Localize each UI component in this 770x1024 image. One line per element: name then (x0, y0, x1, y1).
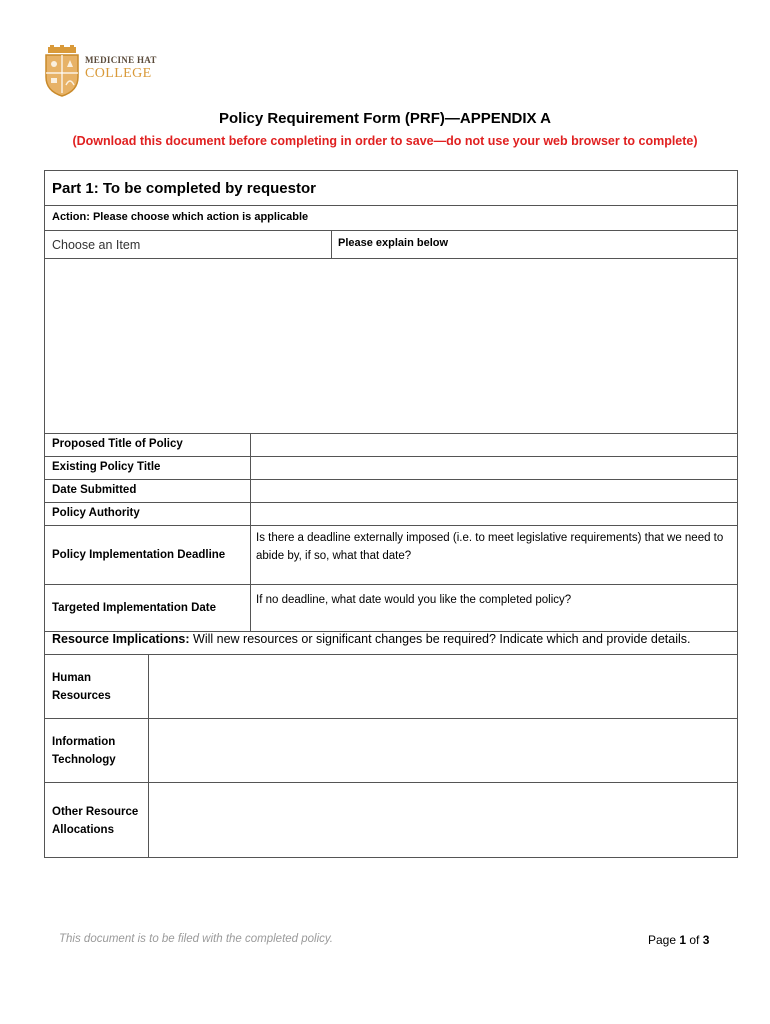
page-prefix: Page (648, 933, 680, 947)
proposed-title-input[interactable] (251, 434, 737, 456)
other-resources-input[interactable] (149, 783, 737, 857)
resource-implications-bold: Resource Implications: (52, 632, 190, 646)
footer-note: This document is to be filed with the completed policy. (59, 933, 334, 945)
targeted-date-question[interactable]: If no deadline, what date would you like the completed policy? (256, 594, 572, 606)
logo-text-college: COLLEGE (85, 66, 152, 81)
date-submitted-label: Date Submitted (52, 484, 137, 496)
other-resources-label: Other Resource Allocations (52, 806, 139, 836)
proposed-title-label: Proposed Title of Policy (52, 438, 183, 450)
action-label: Action: Please choose which action is applicable (52, 211, 309, 223)
page-current: 1 (679, 933, 687, 947)
existing-title-input[interactable] (251, 457, 737, 479)
implementation-deadline-label: Policy Implementation Deadline (52, 549, 226, 561)
page-total: 3 (702, 933, 710, 947)
part1-heading: Part 1: To be completed by requestor (52, 180, 316, 197)
resource-implications-text: Will new resources or significant changes be required? Indicate which and provide details. (189, 632, 691, 646)
page-mid: of (686, 933, 703, 947)
page-number (648, 933, 709, 947)
college-logo (44, 45, 164, 99)
explain-text-area[interactable] (46, 259, 736, 433)
college-crest-icon (44, 45, 80, 97)
information-technology-input[interactable] (149, 719, 737, 782)
explain-label: Please explain below (338, 237, 449, 249)
divider (45, 230, 737, 231)
existing-title-label: Existing Policy Title (52, 461, 161, 473)
form-title: Policy Requirement Form (PRF)—APPENDIX A (219, 110, 551, 127)
resource-implications-heading (52, 632, 691, 646)
human-resources-label: Human Resources (52, 672, 111, 702)
download-warning: (Download this document before completing in order to save—do not use your web browser to complete) (72, 134, 698, 148)
divider (45, 584, 737, 585)
divider (45, 525, 737, 526)
targeted-date-label: Targeted Implementation Date (52, 602, 217, 614)
information-technology-label: Information Technology (52, 736, 116, 766)
policy-requirement-form (44, 170, 738, 858)
date-submitted-input[interactable] (251, 480, 737, 502)
policy-authority-input[interactable] (251, 503, 737, 525)
divider (331, 230, 332, 258)
action-dropdown[interactable]: Choose an Item (52, 238, 141, 252)
policy-authority-label: Policy Authority (52, 507, 140, 519)
divider (45, 205, 737, 206)
implementation-deadline-question[interactable]: Is there a deadline externally imposed (i.e. to meet legislative requirements) that we need to abide by, if so, what that date? (256, 532, 724, 562)
logo-text-medicine-hat: MEDICINE HAT (85, 55, 157, 65)
human-resources-input[interactable] (149, 655, 737, 718)
